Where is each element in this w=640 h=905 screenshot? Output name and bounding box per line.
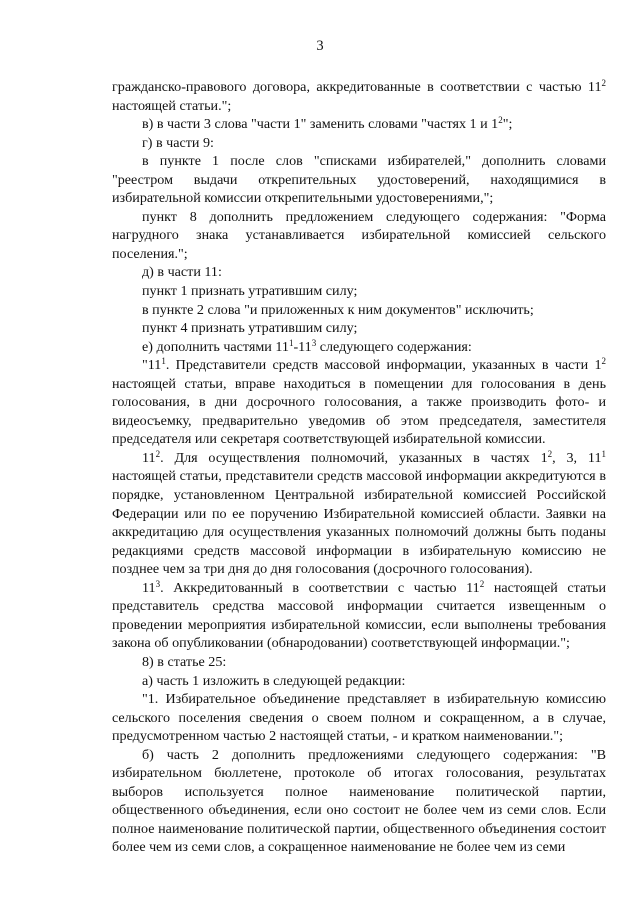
text-run: д) в части 11: — [142, 264, 222, 281]
text-run: гражданско-правового договора, аккредитованные в соответствии с частью 11 — [112, 79, 602, 95]
superscript: 2 — [479, 578, 485, 589]
text-run: в пункте 2 слова "и приложенных к ним документов" исключить; — [142, 301, 534, 318]
text-run: 11 — [142, 579, 156, 596]
paragraph — [112, 115, 606, 134]
paragraph — [112, 449, 606, 579]
paragraph — [112, 672, 606, 691]
text-run: -11 — [293, 338, 312, 355]
text-run: 8) в статье 25: — [142, 653, 227, 670]
text-run: "; — [502, 116, 513, 133]
text-run: настоящей статьи."; — [112, 97, 232, 114]
paragraph — [112, 152, 606, 208]
text-run: . Для осуществления полномочий, указанных в частях 1 — [160, 449, 548, 466]
paragraph — [112, 134, 606, 153]
text-run: б) часть 2 дополнить предложениями следующего содержания: "В избирательном бюллетене, протоколе об итогах голосования, результатах выборов используется полное наименование политической партии, общественного объединения, если оно состоит не более чем из семи слов. Если полное наименование политической партии, общественного объединения состоит более чем из семи слов, а сокращенное наименование не более чем из семи — [112, 746, 606, 856]
superscript: 2 — [498, 115, 503, 126]
superscript: 3 — [311, 337, 317, 348]
superscript: 3 — [155, 578, 161, 589]
superscript: 2 — [601, 78, 606, 88]
text-run: пункт 4 признать утратившим силу; — [142, 320, 358, 337]
text-run: 11 — [142, 449, 156, 466]
text-run: "1. Избирательное объединение представляет в избирательную комиссию сельского поселения сведения о своем полном и сокращенном, а в случае, предусмотренном частью 2 настоящей статьи, - и кратком наименовании."; — [112, 691, 606, 745]
superscript: 2 — [155, 448, 161, 459]
superscript: 2 — [601, 356, 606, 367]
text-run: . Представители средств массовой информации, указанных в части 1 — [165, 357, 602, 374]
superscript: 1 — [161, 356, 166, 367]
text-run: в) в части 3 слова "части 1" заменить словами "частях 1 и 1 — [142, 116, 499, 133]
paragraph — [112, 282, 606, 301]
superscript: 1 — [601, 448, 606, 459]
page-number: 3 — [316, 38, 324, 54]
paragraph — [112, 653, 606, 672]
text-run: , 3, 11 — [552, 449, 602, 466]
text-run: настоящей статьи, вправе находиться в помещении для голосования в день голосования, в дни досрочного голосования, а также производить фото- и видеосъемку, предварительно уведомив об этом председателя, заместителя председателя или секретаря соответствующей избирательной комиссии. — [112, 375, 606, 448]
paragraph — [112, 301, 606, 320]
paragraph — [112, 78, 606, 115]
paragraph — [112, 356, 606, 449]
text-run: . Аккредитованный в соответствии с частью 11 — [160, 579, 480, 596]
paragraph — [112, 746, 606, 857]
superscript: 1 — [288, 337, 294, 348]
text-run: е) дополнить частями 11 — [142, 338, 289, 355]
text-run: пункт 1 признать утратившим силу; — [142, 283, 358, 300]
text-run: "11 — [142, 357, 162, 374]
paragraph — [112, 579, 606, 653]
paragraph — [112, 319, 606, 338]
text-run: настоящей статьи, представители средств массовой информации аккредитуются в порядке, установленном Центральной избирательной комиссией Российской Федерации или по ее поручению Избирательной комиссией области. Заявки на аккредитацию для осуществления указанных полномочий должны быть поданы редакциями средств массовой информации в избирательную комиссию не позднее чем за три дня до дня голосования (досрочного голосования). — [112, 468, 606, 578]
document-body — [112, 78, 606, 857]
paragraph — [112, 690, 606, 746]
text-run: следующего содержания: — [316, 338, 472, 355]
paragraph — [112, 263, 606, 282]
paragraph — [112, 338, 606, 357]
text-run: а) часть 1 изложить в следующей редакции: — [142, 672, 406, 689]
paragraph — [112, 208, 606, 264]
text-run: г) в части 9: — [142, 134, 214, 151]
text-run: настоящей статьи представитель средства массовой информации считается извещенным о проведении мероприятия избирательной комиссии, если выполнены требования закона об опубликовании (обнародовании) соответствующей информации."; — [112, 579, 606, 652]
superscript: 2 — [547, 448, 553, 459]
text-run: в пункте 1 после слов "списками избирателей," дополнить словами "реестром выдачи открепительных удостоверений, находящимися в избирательной комиссии открепительными удостоверениями,"; — [112, 153, 606, 207]
text-run: пункт 8 дополнить предложением следующего содержания: "Форма нагрудного знака устанавливается избирательной комиссией сельского поселения."; — [112, 208, 606, 262]
